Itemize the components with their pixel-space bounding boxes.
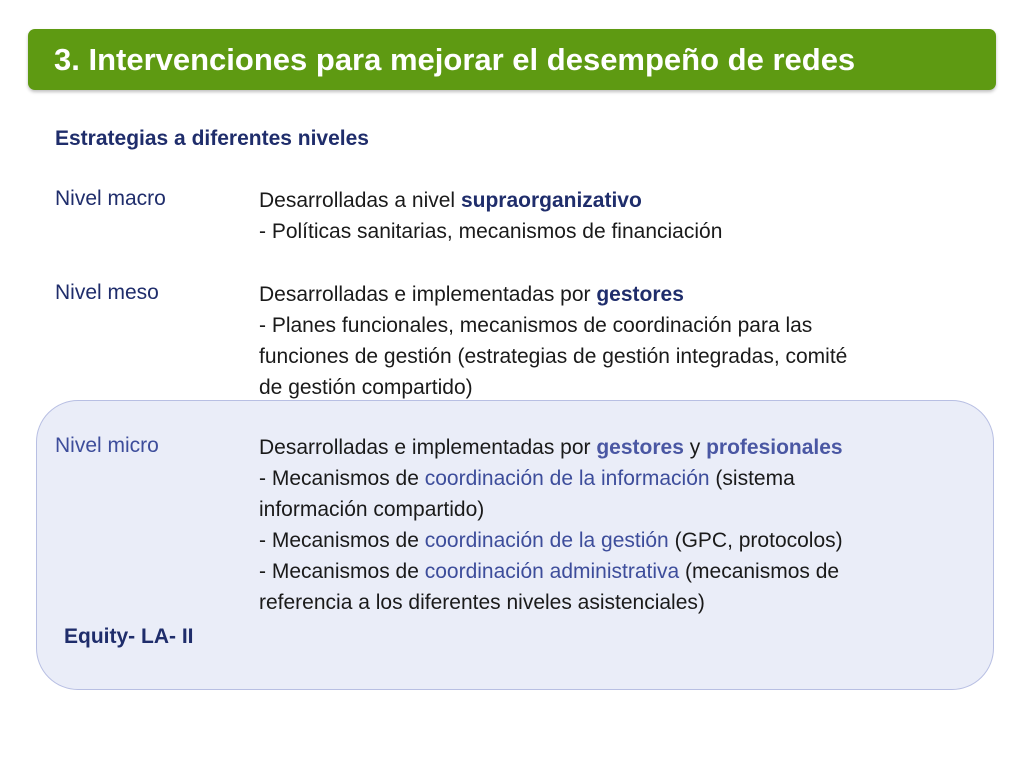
- micro-line-4: - Mecanismos de coordinación de la gestión (GPC, protocolos): [259, 529, 843, 552]
- micro-line-3: información compartido): [259, 498, 485, 521]
- meso-highlight: gestores: [596, 283, 684, 306]
- macro-line-2: - Políticas sanitarias, mecanismos de financiación: [259, 220, 723, 243]
- macro-content: [259, 185, 722, 247]
- meso-line-3: funciones de gestión (estrategias de gestión integradas, comité: [259, 345, 848, 368]
- title-bar: [28, 29, 996, 90]
- micro-line-6: referencia a los diferentes niveles asistenciales): [259, 591, 705, 614]
- footer-label: Equity- LA- II: [64, 625, 194, 648]
- macro-label: Nivel macro: [55, 187, 166, 210]
- micro-highlight-gestores: gestores: [596, 436, 684, 459]
- micro-highlight-profesionales: profesionales: [706, 436, 843, 459]
- slide-subtitle: Estrategias a diferentes niveles: [55, 127, 369, 150]
- macro-line-1: Desarrolladas a nivel supraorganizativo: [259, 189, 642, 212]
- micro-content: [259, 432, 843, 618]
- micro-label: Nivel micro: [55, 434, 159, 457]
- meso-content: [259, 279, 847, 403]
- slide-title: 3. Intervenciones para mejorar el desempeño de redes: [54, 42, 856, 77]
- meso-line-1: Desarrolladas e implementadas por gestores: [259, 283, 684, 306]
- micro-line-5: - Mecanismos de coordinación administrativa (mecanismos de: [259, 560, 840, 583]
- micro-line-2: - Mecanismos de coordinación de la información (sistema: [259, 467, 795, 490]
- micro-line-1: Desarrolladas e implementadas por gestores y profesionales: [259, 436, 843, 459]
- meso-line-2: - Planes funcionales, mecanismos de coordinación para las: [259, 314, 813, 337]
- meso-label: Nivel meso: [55, 281, 159, 304]
- macro-highlight: supraorganizativo: [460, 189, 642, 212]
- meso-line-4: de gestión compartido): [259, 376, 473, 399]
